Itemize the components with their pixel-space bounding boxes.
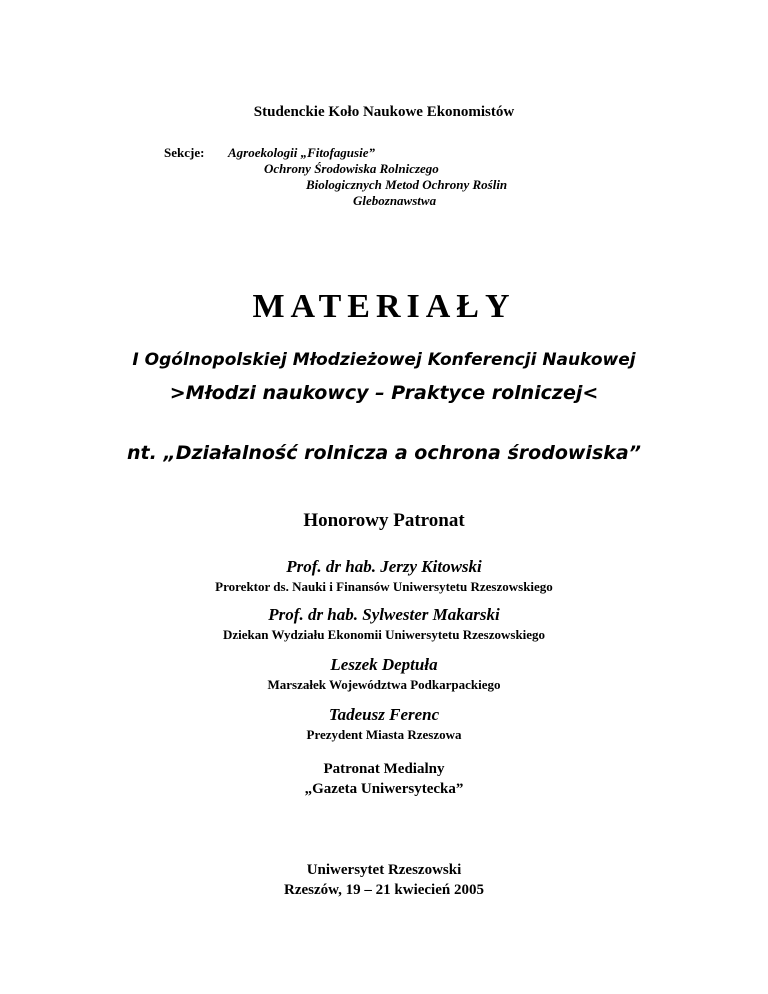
patron-name: Prof. dr hab. Jerzy Kitowski xyxy=(286,557,482,576)
honorary-patronage-heading: Honorowy Patronat xyxy=(303,510,465,531)
patron-name: Leszek Deptuła xyxy=(330,655,438,674)
patron-role: Prorektor ds. Nauki i Finansów Uniwersytetu Rzeszowskiego xyxy=(215,579,553,594)
patron-role: Prezydent Miasta Rzeszowa xyxy=(306,727,462,742)
patron-role: Marszałek Województwa Podkarpackiego xyxy=(267,677,501,692)
patron-name: Prof. dr hab. Sylwester Makarski xyxy=(268,605,500,624)
media-patronage-heading: Patronat Medialny xyxy=(323,761,445,777)
conference-motto: >Młodzi naukowcy – Praktyce rolniczej< xyxy=(169,382,599,404)
document-title: MATERIAŁY xyxy=(252,288,516,325)
patron-role: Dziekan Wydziału Ekonomii Uniwersytetu Rzeszowskiego xyxy=(222,627,546,642)
club-name: Studenckie Koło Naukowe Ekonomistów xyxy=(253,104,515,120)
section-item: Gleboznawstwa xyxy=(353,193,437,208)
media-patron-name: „Gazeta Uniwersytecka” xyxy=(304,781,464,797)
sections-label: Sekcje: xyxy=(164,145,205,160)
section-item: Biologicznych Metod Ochrony Roślin xyxy=(306,177,508,192)
university-name: Uniwersytet Rzeszowski xyxy=(306,862,462,878)
conference-title-line: I Ogólnopolskiej Młodzieżowej Konferencji Naukowej xyxy=(132,350,636,370)
place-and-date: Rzeszów, 19 – 21 kwiecień 2005 xyxy=(284,882,484,898)
section-item: Agroekologii „Fitofagusie” xyxy=(228,145,375,160)
conference-topic: nt. „Działalność rolnicza a ochrona środowiska” xyxy=(127,442,641,464)
patron-name: Tadeusz Ferenc xyxy=(328,705,440,724)
section-item: Ochrony Środowiska Rolniczego xyxy=(264,161,439,176)
